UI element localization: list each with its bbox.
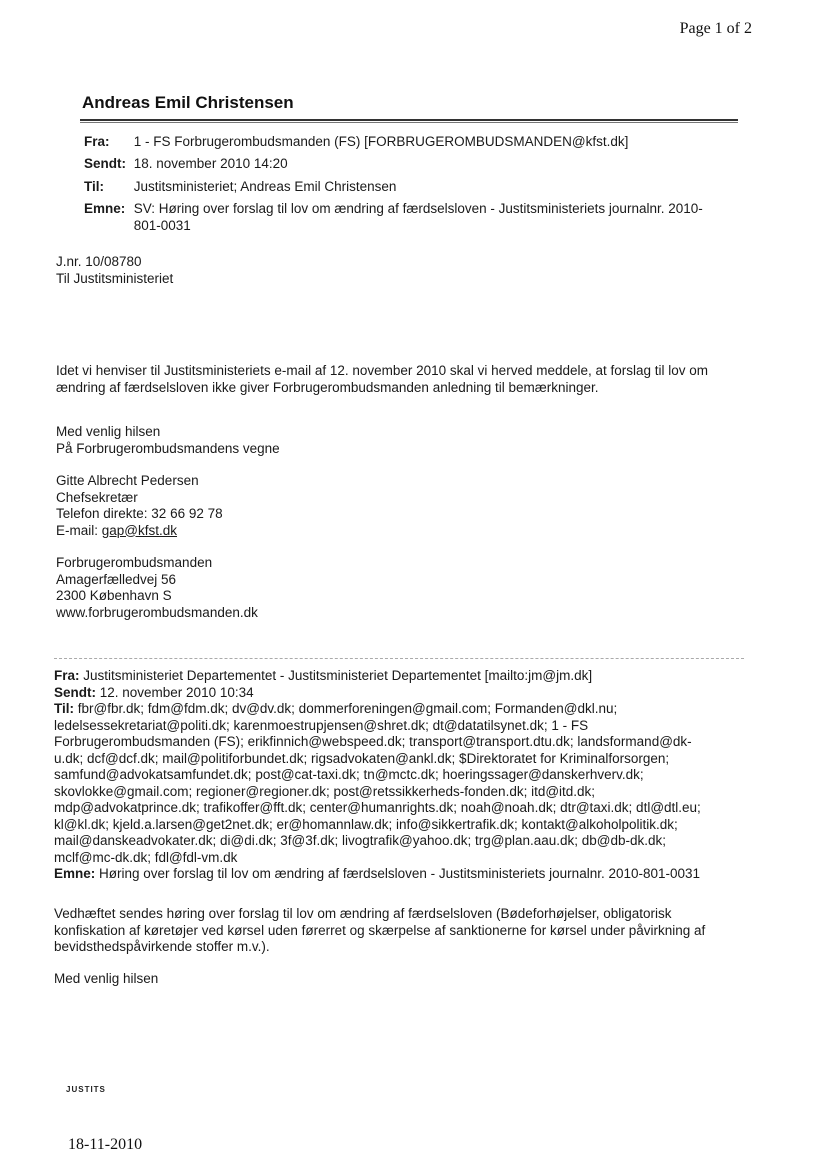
- header-subject-row: [84, 200, 734, 234]
- fwd-to-line: mclf@mc-dk.dk; fdl@fdl-vm.dk: [54, 849, 238, 865]
- fwd-to-row: [54, 701, 754, 718]
- body-paragraph: [56, 363, 756, 396]
- signature-title: Chefsekretær: [56, 489, 138, 505]
- email-link[interactable]: gap@kfst.dk: [101, 522, 178, 538]
- header-divider: [80, 119, 738, 121]
- to-label: Til:: [84, 179, 104, 194]
- footer-date: 18-11-2010: [68, 1136, 143, 1153]
- fwd-to-line: mdp@advokatprince.dk; trafikoffer@fft.dk; center@humanrights.dk; noah@noah.dk; dtr@taxi.dk; dtl@dtl.eu;: [54, 800, 701, 815]
- forwarded-body: [54, 906, 754, 956]
- email-prefix: E-mail:: [56, 522, 102, 538]
- fwd-sent-value: 12. november 2010 10:34: [96, 684, 254, 700]
- reference-block: [56, 254, 756, 287]
- fwd-to-line: mail@danskeadvokater.dk; di@di.dk; 3f@3f.dk; livogtrafik@yahoo.dk; trg@plan.aau.dk; db@db-dk.dk;: [54, 833, 667, 848]
- forward-divider: [54, 658, 744, 659]
- subject-line: 801-0031: [133, 218, 191, 233]
- fwd-to-label: Til:: [54, 701, 74, 716]
- fwd-sent-row: [54, 685, 754, 702]
- sent-label: Sendt:: [84, 156, 126, 171]
- fwd-subject-value: Høring over forslag til lov om ændring af færdselsloven - Justitsministeriets journalnr. 2010-801-0031: [95, 866, 701, 881]
- fwd-subject-label: Emne:: [54, 866, 96, 881]
- signature-phone: Telefon direkte: 32 66 92 78: [56, 506, 223, 521]
- recipient-line: Til Justitsministeriet: [56, 270, 174, 286]
- to-value: Justitsministeriet; Andreas Emil Christensen: [133, 179, 397, 194]
- closing-block: [56, 424, 756, 457]
- organization-block: [56, 555, 756, 621]
- fwd-subject-row: [54, 866, 754, 883]
- fwd-body-line: bevidsthedspåvirkende stoffer m.v.).: [54, 939, 270, 954]
- organization-website[interactable]: www.forbrugerombudsmanden.dk: [56, 604, 258, 620]
- from-value: 1 - FS Forbrugerombudsmanden (FS) [FORBRUGEROMBUDSMANDEN@kfst.dk]: [133, 134, 629, 149]
- fwd-to-line: u.dk; dcf@dcf.dk; mail@politiforbundet.dk; rigsadvokaten@ankl.dk; $Direktoratet for Kriminalforsorgen;: [54, 750, 670, 766]
- journal-number: J.nr. 10/08780: [56, 254, 142, 269]
- sender-name: Andreas Emil Christensen: [82, 93, 294, 112]
- forwarded-header: [54, 668, 754, 883]
- forwarded-closing: Med venlig hilsen: [54, 971, 159, 986]
- footer-stamp: JUSTITS: [66, 1085, 106, 1094]
- header-sent-row: [84, 155, 288, 172]
- fwd-to-line: skovlokke@gmail.com; regioner@regioner.dk; post@retssikkerheds-fonden.dk; itd@itd.dk;: [54, 783, 596, 799]
- header-from-row: [84, 133, 628, 150]
- subject-value: [134, 200, 734, 234]
- sent-value: 18. november 2010 14:20: [133, 156, 288, 171]
- body-line: ændring af færdselsloven ikke giver Forbrugerombudsmanden anledning til bemærkninger.: [56, 379, 599, 395]
- fwd-from-value: Justitsministeriet Departementet - Justitsministeriet Departementet [mailto:jm@jm.dk]: [79, 668, 593, 683]
- fwd-to-line: ledelsessekretariat@politi.dk; karenmoestrupjensen@shret.dk; dt@datatilsynet.dk; 1 - FS: [54, 717, 589, 733]
- fwd-to-line: samfund@advokatsamfundet.dk; post@cat-taxi.dk; tn@mctc.dk; hoeringssager@danskerhverv.dk;: [54, 767, 644, 782]
- subject-label: Emne:: [84, 201, 126, 216]
- fwd-body-line: konfiskation af køretøjer ved kørsel uden førerret og skærpelse af sanktionerne for kørsel under påvirkning af: [54, 922, 706, 938]
- fwd-from-label: Fra:: [54, 668, 80, 683]
- fwd-body-line: Vedhæftet sendes høring over forslag til lov om ændring af færdselsloven (Bødeforhøjelser, obligatorisk: [54, 906, 672, 921]
- fwd-to-line: fbr@fbr.dk; fdm@fdm.dk; dv@dv.dk; dommerforeningen@gmail.com; Formanden@dkl.nu;: [74, 701, 618, 716]
- organization-street: Amagerfælledvej 56: [56, 571, 177, 587]
- header-to-row: [84, 178, 396, 195]
- closing-line: Med venlig hilsen: [56, 424, 161, 439]
- fwd-from-row: [54, 668, 754, 685]
- organization-city: 2300 København S: [56, 588, 172, 603]
- fwd-to-line: Forbrugerombudsmanden (FS); erikfinnich@webspeed.dk; transport@transport.dtu.dk; landsformand@dk-: [54, 734, 692, 749]
- fwd-sent-label: Sendt:: [54, 684, 96, 700]
- from-label: Fra:: [84, 134, 110, 149]
- fwd-to-line: kl@kl.dk; kjeld.a.larsen@get2net.dk; er@homannlaw.dk; info@sikkertrafik.dk; kontakt@alkoholpolitik.dk;: [54, 816, 678, 832]
- signature-name: Gitte Albrecht Pedersen: [56, 473, 199, 488]
- body-line: Idet vi henviser til Justitsministeriets e-mail af 12. november 2010 skal vi herved meddele, at forslag til lov om: [56, 363, 709, 378]
- signature-email-line: [56, 523, 756, 540]
- page-number: Page 1 of 2: [679, 20, 752, 37]
- organization-name: Forbrugerombudsmanden: [56, 555, 213, 570]
- closing-line: På Forbrugerombudsmandens vegne: [56, 440, 280, 456]
- subject-line: SV: Høring over forslag til lov om ændring af færdselsloven - Justitsministeriets journalnr. 2010-: [133, 201, 703, 216]
- signature-block: [56, 473, 756, 539]
